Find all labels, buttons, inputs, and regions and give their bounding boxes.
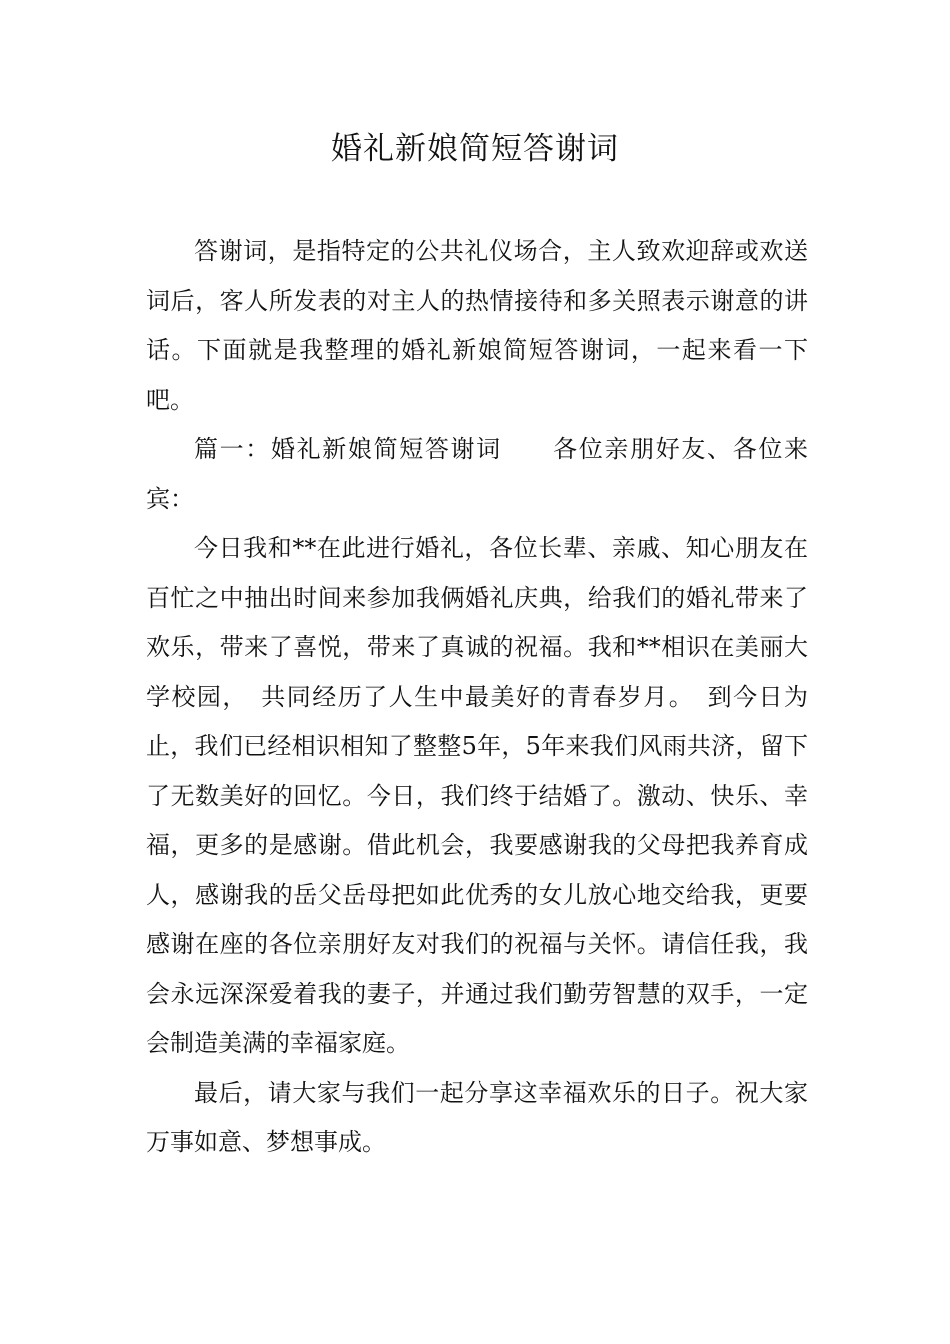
paragraph-speech: 今日我和**在此进行婚礼，各位长辈、亲戚、知心朋友在百忙之中抽出时间来参加我俩婚礼庆典，给我们的婚礼带来了欢乐，带来了喜悦，带来了真诚的祝福。我和**相识在美丽大学校园， 共同经历了人生中最美好的青春岁月。 到今日为止，我们已经相识相知了整整5年，5年来我们风雨共济，留下了无数美好的回忆。今日，我们终于结婚了。激动、快乐、幸福，更多的是感谢。借此机会，我要感谢我的父母把我养育成人，感谢我的岳父岳母把如此优秀的女儿放心地交给我，更要感谢在座的各位亲朋好友对我们的祝福与关怀。请信任我，我会永远深深爱着我的妻子，并通过我们勤劳智慧的双手，一定会制造美满的幸福家庭。 <box>146 534 808 1057</box>
document-title: 婚礼新娘简短答谢词 <box>331 131 619 167</box>
paragraph-closing: 最后，请大家与我们一起分享这幸福欢乐的日子。祝大家万事如意、梦想事成。 <box>146 1078 808 1156</box>
paragraph-heading-greeting: 篇一：婚礼新娘简短答谢词 各位亲朋好友、各位来宾： <box>146 435 808 513</box>
document-body <box>146 227 808 1168</box>
paragraph-intro: 答谢词，是指特定的公共礼仪场合，主人致欢迎辞或欢送词后，客人所发表的对主人的热情接待和多关照表示谢意的讲话。下面就是我整理的婚礼新娘简短答谢词，一起来看一下吧。 <box>146 237 808 414</box>
